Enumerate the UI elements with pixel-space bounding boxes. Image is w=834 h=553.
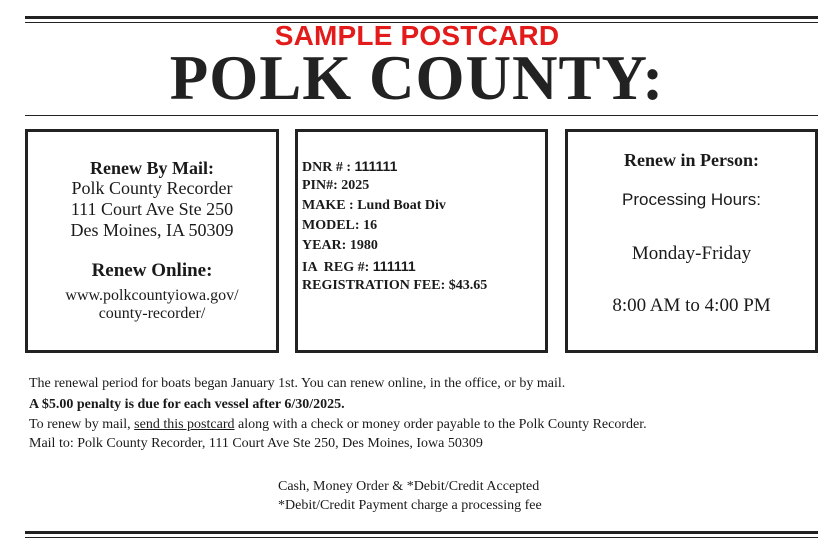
ia-reg-row [302,258,416,276]
mail-address-line: Polk County Recorder [71,178,233,198]
processing-fee-note: *Debit/Credit Payment charge a processing fee [278,498,542,513]
renew-by-mail-box [25,129,279,353]
website-url-line[interactable]: county-recorder/ [98,305,206,322]
payment-accepted-text: Cash, Money Order & *Debit/Credit Accepted [278,479,540,494]
renewal-period-text: The renewal period for boats began January 1st. You can renew online, in the office, or by mail. [29,376,566,391]
sample-postcard-label: SAMPLE POSTCARD [274,20,560,51]
penalty-text: A $5.00 penalty is due for each vessel after 6/30/2025. [29,397,345,412]
title-rule [25,115,818,116]
mail-instructions-pre: To renew by mail, [29,417,135,432]
renew-in-person-box [565,129,818,353]
pin-label: PIN#: [302,178,342,193]
ia-reg-value: 111111 [372,258,416,274]
dnr-label: DNR # : [302,160,355,175]
bottom-rule-thick [25,531,818,534]
office-days: Monday-Friday [631,243,752,264]
dnr-row [302,158,397,176]
make-value: Lund Boat Div [357,198,446,213]
mail-address-line: 111 Court Ave Ste 250 [70,199,234,219]
registration-fee-label: REGISTRATION FEE: [302,278,449,293]
registration-fee-row [302,278,487,294]
model-value: 16 [363,218,378,233]
mail-address-line: Des Moines, IA 50309 [70,220,234,240]
registration-fee-value: $43.65 [448,278,488,293]
registration-info-box [295,129,548,353]
year-row [302,238,378,254]
top-rule-thick [25,16,818,19]
model-row [302,218,377,234]
pin-value: 2025 [341,178,370,193]
website-url-line[interactable]: www.polkcountyiowa.gov/ [65,287,239,304]
bottom-rule-thin [25,537,818,538]
renew-in-person-title: Renew in Person: [624,150,759,170]
renew-by-mail-title: Renew By Mail: [90,158,214,178]
ia-reg-label: IA REG #: [302,260,373,275]
office-hours: 8:00 AM to 4:00 PM [612,295,771,316]
processing-hours-label: Processing Hours: [622,190,761,209]
year-label: YEAR: [302,238,350,253]
dnr-value: 111111 [354,158,398,174]
send-postcard-link[interactable]: send this postcard [134,417,235,432]
page-title: POLK COUNTY: [169,43,665,113]
pin-row [302,178,369,194]
mail-instructions [29,417,647,433]
renew-online-title: Renew Online: [91,260,213,281]
mail-instructions-post: along with a check or money order payable to the Polk County Recorder. [234,417,647,432]
mail-to-address: Mail to: Polk County Recorder, 111 Court Ave Ste 250, Des Moines, Iowa 50309 [29,436,483,451]
year-value: 1980 [349,238,378,253]
make-label: MAKE : [302,198,358,213]
model-label: MODEL: [302,218,364,233]
make-row [302,198,446,214]
